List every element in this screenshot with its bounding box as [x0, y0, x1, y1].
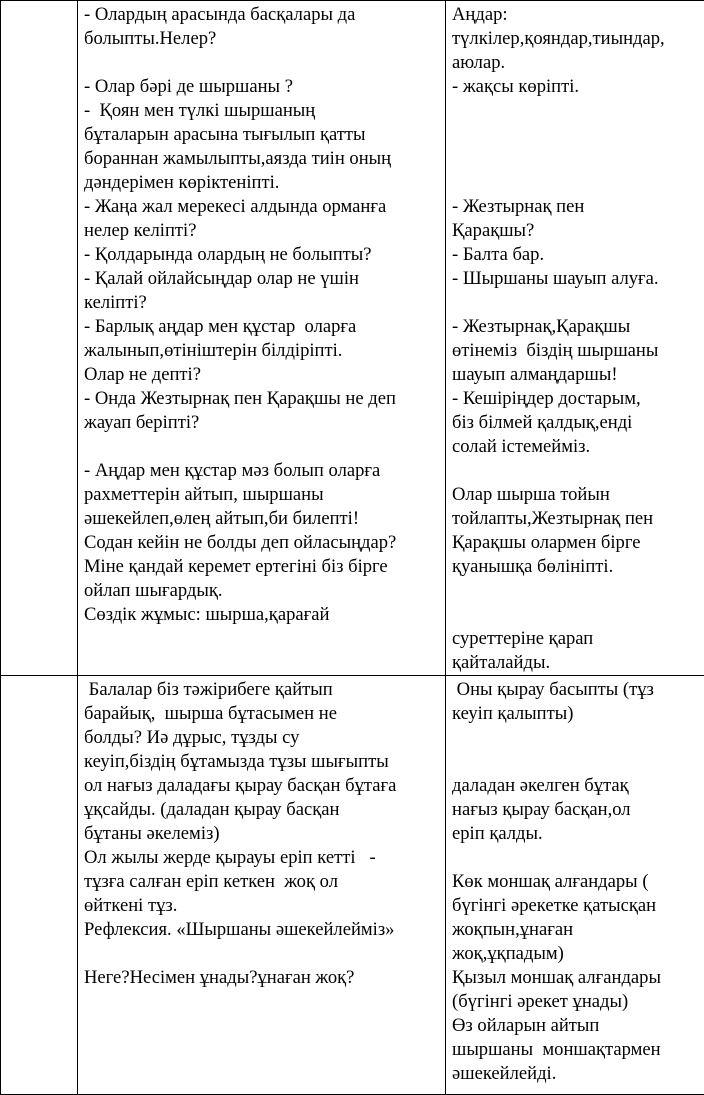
children-text	[446, 676, 704, 1086]
text-line	[452, 123, 701, 147]
text-line: - Жаңа жал мерекесі алдында орманға	[84, 195, 441, 219]
text-line: Ол жылы жерде қырауы еріп кетті -	[84, 846, 441, 870]
text-line: - Жезтырнақ,Қарақшы	[452, 315, 701, 339]
text-line	[452, 99, 701, 123]
text-line: рахметтерін айтып, шыршаны	[84, 483, 441, 507]
text-line: ұқсайды. (даладан қырау басқан	[84, 798, 441, 822]
text-line	[452, 291, 701, 315]
text-line	[452, 750, 701, 774]
empty-cell	[1, 1, 78, 676]
children-cell	[446, 1, 704, 676]
text-line: - жақсы көріпті.	[452, 75, 701, 99]
text-line: Олар не депті?	[84, 363, 441, 387]
text-line: ол нағыз даладағы қырау басқан бұтаға	[84, 774, 441, 798]
text-line: Міне қандай керемет ертегіні біз бірге	[84, 555, 441, 579]
text-line: - Қолдарында олардың не болыпты?	[84, 243, 441, 267]
text-line: әшекейлеп,өлең айтып,би билепті!	[84, 507, 441, 531]
text-line: кеуіп қалыпты)	[452, 702, 701, 726]
text-line	[452, 846, 701, 870]
text-line: түлкілер,қояндар,тиындар,	[452, 27, 701, 51]
text-line: - Балта бар.	[452, 243, 701, 267]
text-line: еріп қалды.	[452, 822, 701, 846]
text-line	[84, 435, 441, 459]
teacher-cell	[78, 1, 446, 676]
teacher-cell	[78, 676, 446, 1095]
text-line: Қарақшы олармен бірге	[452, 531, 701, 555]
text-line: даладан әкелген бұтақ	[452, 774, 701, 798]
text-line: - Олар бәрі де шыршаны ?	[84, 75, 441, 99]
text-line	[452, 579, 701, 603]
text-line: бұталарын арасына тығылып қатты	[84, 123, 441, 147]
text-line: жалынып,өтініштерін білдіріпті.	[84, 339, 441, 363]
text-line: өйткені тұз.	[84, 894, 441, 918]
text-line	[452, 171, 701, 195]
text-line: бүгінгі әрекетке қатысқан	[452, 894, 701, 918]
text-line: келіпті?	[84, 291, 441, 315]
text-line: барайық, шырша бұтасымен не	[84, 702, 441, 726]
text-line: болды? Иә дұрыс, тұзды су	[84, 726, 441, 750]
text-line	[84, 942, 441, 966]
text-line: өтінеміз біздің шыршаны	[452, 339, 701, 363]
text-line	[452, 459, 701, 483]
text-line: Қарақшы?	[452, 219, 701, 243]
empty-cell	[1, 676, 78, 1095]
text-line: Өз ойларын айтып	[452, 1014, 701, 1038]
text-line	[84, 51, 441, 75]
text-line: Содан кейін не болды деп ойласыңдар?	[84, 531, 441, 555]
text-line: Көк моншақ алғандары (	[452, 870, 701, 894]
text-line: қайталайды.	[452, 651, 701, 675]
text-line: - Барлық аңдар мен құстар оларға	[84, 315, 441, 339]
text-line: болыпты.Нелер?	[84, 27, 441, 51]
text-line: тойлапты,Жезтырнақ пен	[452, 507, 701, 531]
text-line: солай істемейміз.	[452, 435, 701, 459]
children-text	[446, 1, 704, 675]
text-line: - Қоян мен түлкі шыршаның	[84, 99, 441, 123]
text-line: ойлап шығардық.	[84, 579, 441, 603]
text-line	[452, 726, 701, 750]
text-line: Аңдар:	[452, 3, 701, 27]
text-line: нағыз қырау басқан,ол	[452, 798, 701, 822]
text-line	[452, 147, 701, 171]
text-line: жауап беріпті?	[84, 411, 441, 435]
text-line: дәндерімен көріктеніпті.	[84, 171, 441, 195]
text-line: бұтаны әкелеміз)	[84, 822, 441, 846]
text-line: кеуіп,біздің бұтамызда тұзы шығыпты	[84, 750, 441, 774]
text-line: Қызыл моншақ алғандары	[452, 966, 701, 990]
text-line: Олар шырша тойын	[452, 483, 701, 507]
text-line: Оны қырау басыпты (тұз	[452, 678, 701, 702]
text-line: (бүгінгі әрекет ұнады)	[452, 990, 701, 1014]
text-line: - Жезтырнақ пен	[452, 195, 701, 219]
text-line: қуанышқа бөлініпті.	[452, 555, 701, 579]
text-line: - Кешіріңдер достарым,	[452, 387, 701, 411]
text-line: - Онда Жезтырнақ пен Қарақшы не деп	[84, 387, 441, 411]
table-row	[1, 1, 704, 676]
children-cell	[446, 676, 704, 1095]
text-line: тұзға салған еріп кеткен жоқ ол	[84, 870, 441, 894]
text-line: Неге?Несімен ұнады?ұнаған жоқ?	[84, 966, 441, 990]
text-line: - Шыршаны шауып алуға.	[452, 267, 701, 291]
text-line: - Қалай ойлайсыңдар олар не үшін	[84, 267, 441, 291]
text-line: шыршаны моншақтармен	[452, 1038, 701, 1062]
text-line: - Олардың арасында басқалары да	[84, 3, 441, 27]
table-row	[1, 676, 704, 1095]
text-line: аюлар.	[452, 51, 701, 75]
text-line	[452, 603, 701, 627]
text-line: жоқпын,ұнаған	[452, 918, 701, 942]
text-line: біз білмей қалдық,енді	[452, 411, 701, 435]
text-line: - Аңдар мен құстар мәз болып оларға	[84, 459, 441, 483]
text-line: нелер келіпті?	[84, 219, 441, 243]
text-line: Сөздік жұмыс: шырша,қарағай	[84, 603, 441, 627]
text-line: Балалар біз тәжірибеге қайтып	[84, 678, 441, 702]
text-line: жоқ,ұқпадым)	[452, 942, 701, 966]
teacher-text	[78, 676, 445, 990]
text-line: бораннан жамылыпты,аязда тиін оның	[84, 147, 441, 171]
text-line: Рефлексия. «Шыршаны әшекейлейміз»	[84, 918, 441, 942]
text-line: шауып алмаңдаршы!	[452, 363, 701, 387]
teacher-text	[78, 1, 445, 627]
text-line: суреттеріне қарап	[452, 627, 701, 651]
text-line: әшекейлейді.	[452, 1062, 701, 1086]
